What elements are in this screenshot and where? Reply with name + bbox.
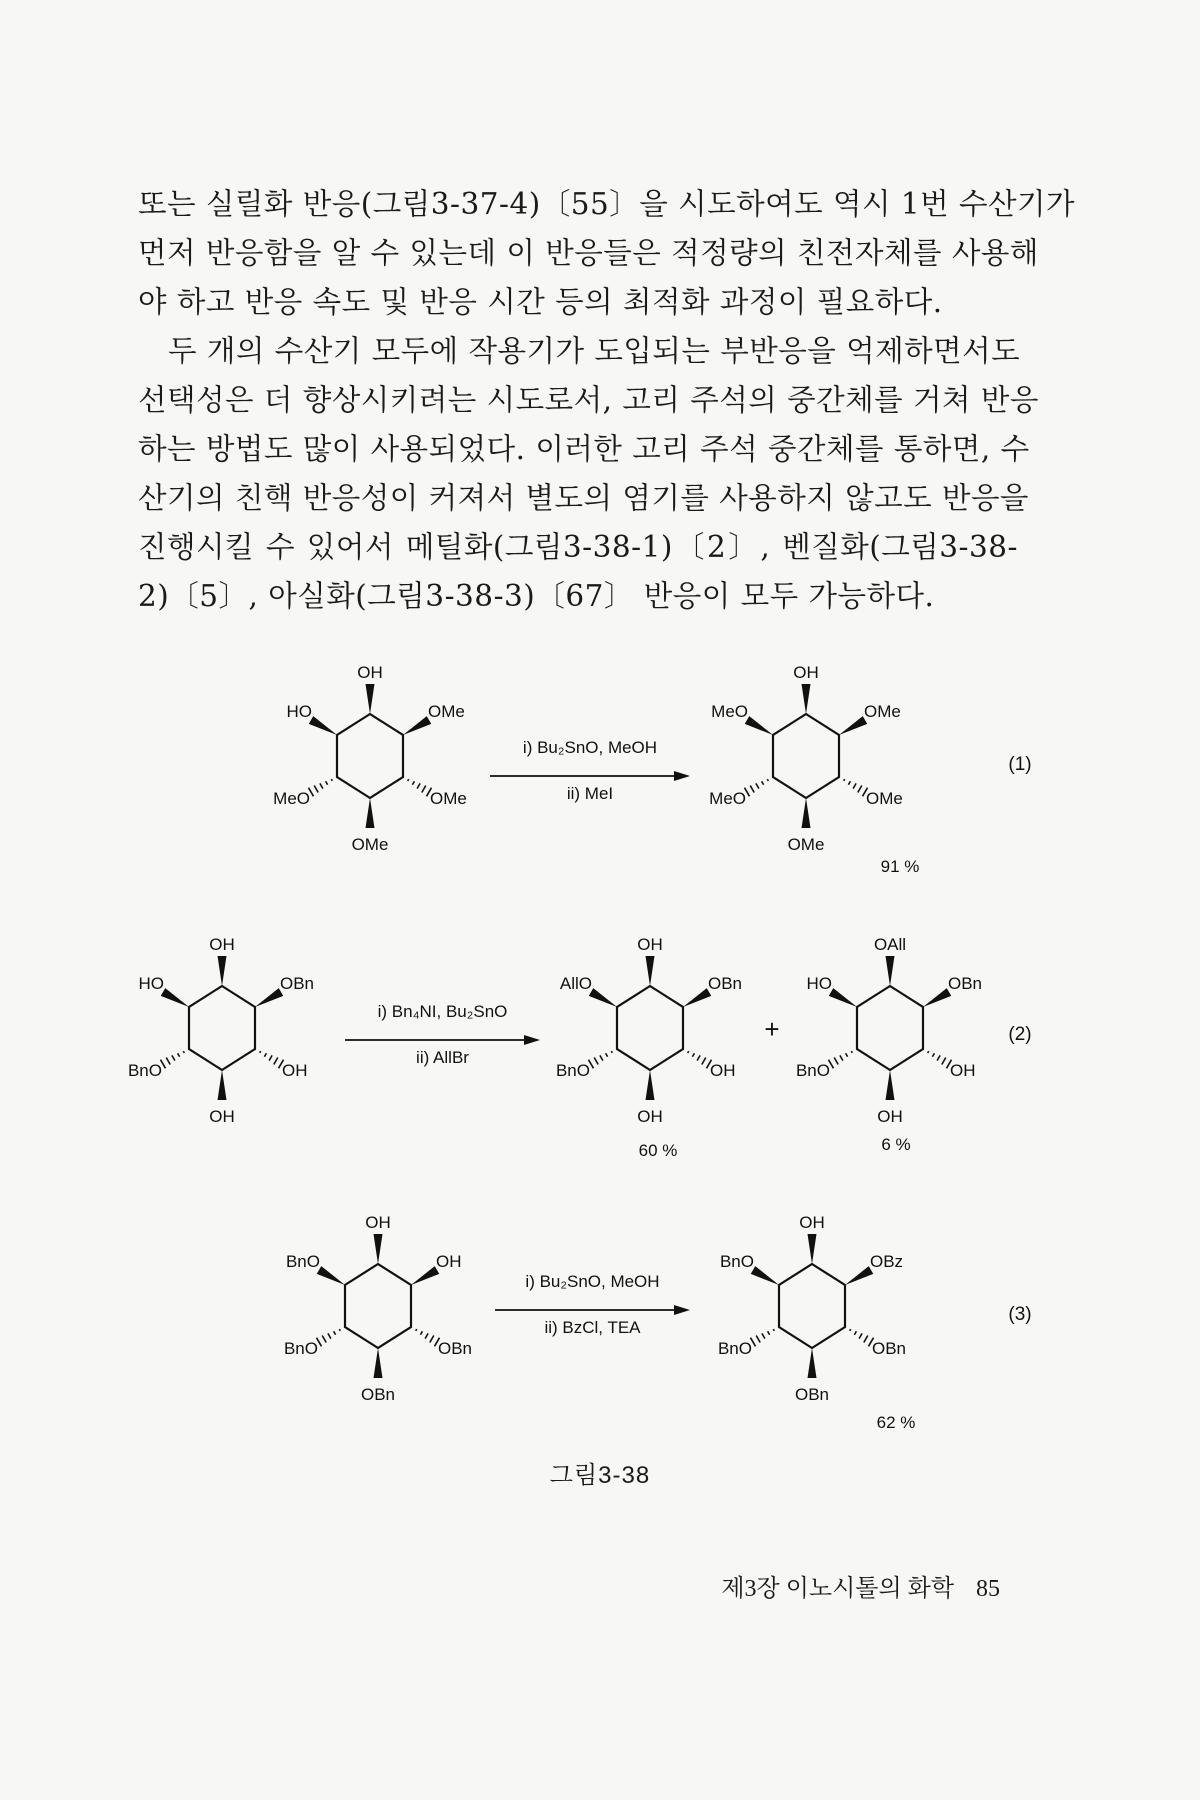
- wedge-bond: [309, 716, 337, 735]
- hashed-bond: [745, 779, 769, 796]
- wedge-bond: [745, 716, 773, 735]
- paragraph-line: 산기의 친핵 반응성이 커져서 별도의 염기를 사용하지 않고도 반응을: [138, 481, 1029, 515]
- substituent-bottom: OBn: [794, 1385, 830, 1404]
- hashed-bond: [829, 1051, 853, 1068]
- reaction2-product-minor: [796, 935, 982, 1126]
- substituent-upper-left: HO: [286, 702, 312, 721]
- reagent-line-1: i) Bn₄NI, Bu₂SnO: [377, 1002, 508, 1021]
- paragraph-line: 2)〔5〕, 아실화(그림3-38-3)〔67〕 반응이 모두 가능하다.: [138, 579, 935, 613]
- cyclohexane-ring: [857, 986, 923, 1070]
- reaction2-arrow: [345, 1002, 540, 1067]
- reaction3-starting-material: [284, 1213, 472, 1404]
- wedge-bond: [317, 1266, 345, 1285]
- substituent-lower-left: MeO: [273, 789, 310, 808]
- plus-sign: +: [764, 1014, 780, 1044]
- wedge-bond: [366, 798, 375, 828]
- reaction1-arrow: [490, 738, 690, 803]
- wedge-bond: [923, 988, 951, 1007]
- reaction3-product: [718, 1213, 906, 1404]
- cyclohexane-ring: [773, 714, 839, 798]
- cyclohexane-ring: [345, 1264, 411, 1348]
- reagent-line-2: ii) BzCl, TEA: [544, 1318, 641, 1337]
- substituent-bottom: OH: [637, 1107, 663, 1126]
- substituent-top: OH: [357, 663, 383, 682]
- substituent-upper-left: AllO: [559, 974, 592, 993]
- footer-page-number: 85: [976, 1576, 1000, 1602]
- substituent-upper-right: OBz: [870, 1252, 904, 1271]
- hashed-bond: [260, 1051, 284, 1068]
- substituent-upper-right: OH: [436, 1252, 462, 1271]
- substituent-lower-left: BnO: [795, 1061, 830, 1080]
- substituent-bottom: OMe: [351, 835, 389, 854]
- paragraph-line: 선택성은 더 향상시키려는 시도로서, 고리 주석의 중간체를 거쳐 반응: [138, 383, 1039, 417]
- reaction1-yield: 91 %: [880, 857, 920, 876]
- footer-chapter-title: 제3장 이노시톨의 화학: [721, 1576, 954, 1602]
- substituent-upper-right: OBn: [948, 974, 983, 993]
- reaction3-yield: 62 %: [876, 1413, 916, 1432]
- hashed-bond: [408, 779, 432, 796]
- wedge-bond: [403, 716, 431, 735]
- cyclohexane-ring: [189, 986, 255, 1070]
- substituent-top: OH: [799, 1213, 825, 1232]
- wedge-bond: [374, 1348, 383, 1378]
- paragraph-line: 진행시킬 수 있어서 메틸화(그림3-38-1)〔2〕, 벤질화(그림3-38-: [138, 530, 1018, 564]
- substituent-upper-right: OBn: [708, 974, 743, 993]
- substituent-lower-left: BnO: [283, 1339, 318, 1358]
- reaction2-yield-major: 60 %: [638, 1141, 678, 1160]
- substituent-lower-right: OH: [710, 1061, 736, 1080]
- reagent-line-1: i) Bu₂SnO, MeOH: [522, 738, 658, 757]
- wedge-bond: [808, 1234, 817, 1264]
- substituent-bottom: OH: [877, 1107, 903, 1126]
- arrow-head: [674, 771, 690, 781]
- wedge-bond: [802, 798, 811, 828]
- substituent-top: OH: [209, 935, 235, 954]
- wedge-bond: [218, 1070, 227, 1100]
- hashed-bond: [688, 1051, 712, 1068]
- substituent-upper-left: HO: [138, 974, 164, 993]
- substituent-upper-right: OMe: [428, 702, 465, 721]
- wedge-bond: [751, 1266, 779, 1285]
- substituent-lower-left: MeO: [709, 789, 746, 808]
- substituent-lower-right: OMe: [430, 789, 467, 808]
- reaction3-arrow: [495, 1272, 690, 1337]
- wedge-bond: [646, 1070, 655, 1100]
- wedge-bond: [886, 956, 895, 986]
- substituent-lower-left: BnO: [555, 1061, 590, 1080]
- substituent-bottom: OMe: [787, 835, 825, 854]
- substituent-upper-left: HO: [806, 974, 832, 993]
- reagent-line-1: i) Bu₂SnO, MeOH: [525, 1272, 660, 1291]
- wedge-bond: [808, 1348, 817, 1378]
- cyclohexane-ring: [337, 714, 403, 798]
- wedge-bond: [589, 988, 617, 1007]
- substituent-top: OH: [637, 935, 663, 954]
- substituent-lower-right: OBn: [438, 1339, 473, 1358]
- reaction3-label: (3): [1008, 1304, 1032, 1325]
- wedge-bond: [886, 1070, 895, 1100]
- paragraph-line: 두 개의 수산기 모두에 작용기가 도입되는 부반응을 억제하면서도: [168, 334, 1021, 368]
- hashed-bond: [844, 779, 868, 796]
- reaction1-label: (1): [1008, 754, 1032, 775]
- substituent-top: OH: [793, 663, 819, 682]
- wedge-bond: [374, 1234, 383, 1264]
- cyclohexane-ring: [779, 1264, 845, 1348]
- substituent-upper-right: OMe: [864, 702, 901, 721]
- reaction2-label: (2): [1008, 1024, 1032, 1045]
- wedge-bond: [218, 956, 227, 986]
- arrow-head: [674, 1305, 690, 1315]
- reaction2-starting-material: [128, 935, 314, 1126]
- hashed-bond: [161, 1051, 185, 1068]
- reagent-line-2: ii) MeI: [566, 784, 614, 803]
- wedge-bond: [683, 988, 711, 1007]
- reaction1-product: [709, 663, 903, 854]
- page-footer: [721, 1568, 1000, 1603]
- substituent-top: OH: [365, 1213, 391, 1232]
- substituent-lower-right: OBn: [872, 1339, 907, 1358]
- wedge-bond: [255, 988, 283, 1007]
- reaction2-product-major: [556, 935, 742, 1126]
- figure-caption: 그림3-38: [549, 1462, 651, 1489]
- substituent-bottom: OBn: [360, 1385, 396, 1404]
- substituent-bottom: OH: [209, 1107, 235, 1126]
- reaction2-yield-minor: 6 %: [881, 1135, 911, 1154]
- cyclohexane-ring: [617, 986, 683, 1070]
- paragraph-line: 야 하고 반응 속도 및 반응 시간 등의 최적화 과정이 필요하다.: [138, 285, 943, 319]
- hashed-bond: [317, 1329, 341, 1346]
- substituent-lower-right: OH: [282, 1061, 308, 1080]
- hashed-bond: [589, 1051, 613, 1068]
- wedge-bond: [161, 988, 189, 1007]
- wedge-bond: [845, 1266, 873, 1285]
- substituent-lower-right: OH: [950, 1061, 976, 1080]
- substituent-top: OAll: [873, 935, 907, 954]
- substituent-upper-left: MeO: [711, 702, 748, 721]
- wedge-bond: [366, 684, 375, 714]
- substituent-lower-left: BnO: [127, 1061, 162, 1080]
- hashed-bond: [850, 1329, 874, 1346]
- paragraph-line: 하는 방법도 많이 사용되었다. 이러한 고리 주석 중간체를 통하면, 수: [138, 432, 1030, 466]
- substituent-lower-left: BnO: [717, 1339, 752, 1358]
- substituent-upper-left: BnO: [285, 1252, 320, 1271]
- hashed-bond: [309, 779, 333, 796]
- wedge-bond: [829, 988, 857, 1007]
- wedge-bond: [646, 956, 655, 986]
- reagent-line-2: ii) AllBr: [416, 1048, 469, 1067]
- wedge-bond: [802, 684, 811, 714]
- wedge-bond: [411, 1266, 439, 1285]
- reaction1-starting-material: [273, 663, 467, 854]
- hashed-bond: [751, 1329, 775, 1346]
- hashed-bond: [416, 1329, 440, 1346]
- paragraph-line: 또는 실릴화 반응(그림3-37-4)〔55〕을 시도하여도 역시 1번 수산기가: [138, 187, 1076, 221]
- substituent-upper-right: OBn: [280, 974, 315, 993]
- substituent-upper-left: BnO: [719, 1252, 754, 1271]
- paragraph-line: 먼저 반응함을 알 수 있는데 이 반응들은 적정량의 친전자체를 사용해: [138, 236, 1039, 270]
- arrow-head: [524, 1035, 540, 1045]
- hashed-bond: [928, 1051, 952, 1068]
- substituent-lower-right: OMe: [866, 789, 903, 808]
- wedge-bond: [839, 716, 867, 735]
